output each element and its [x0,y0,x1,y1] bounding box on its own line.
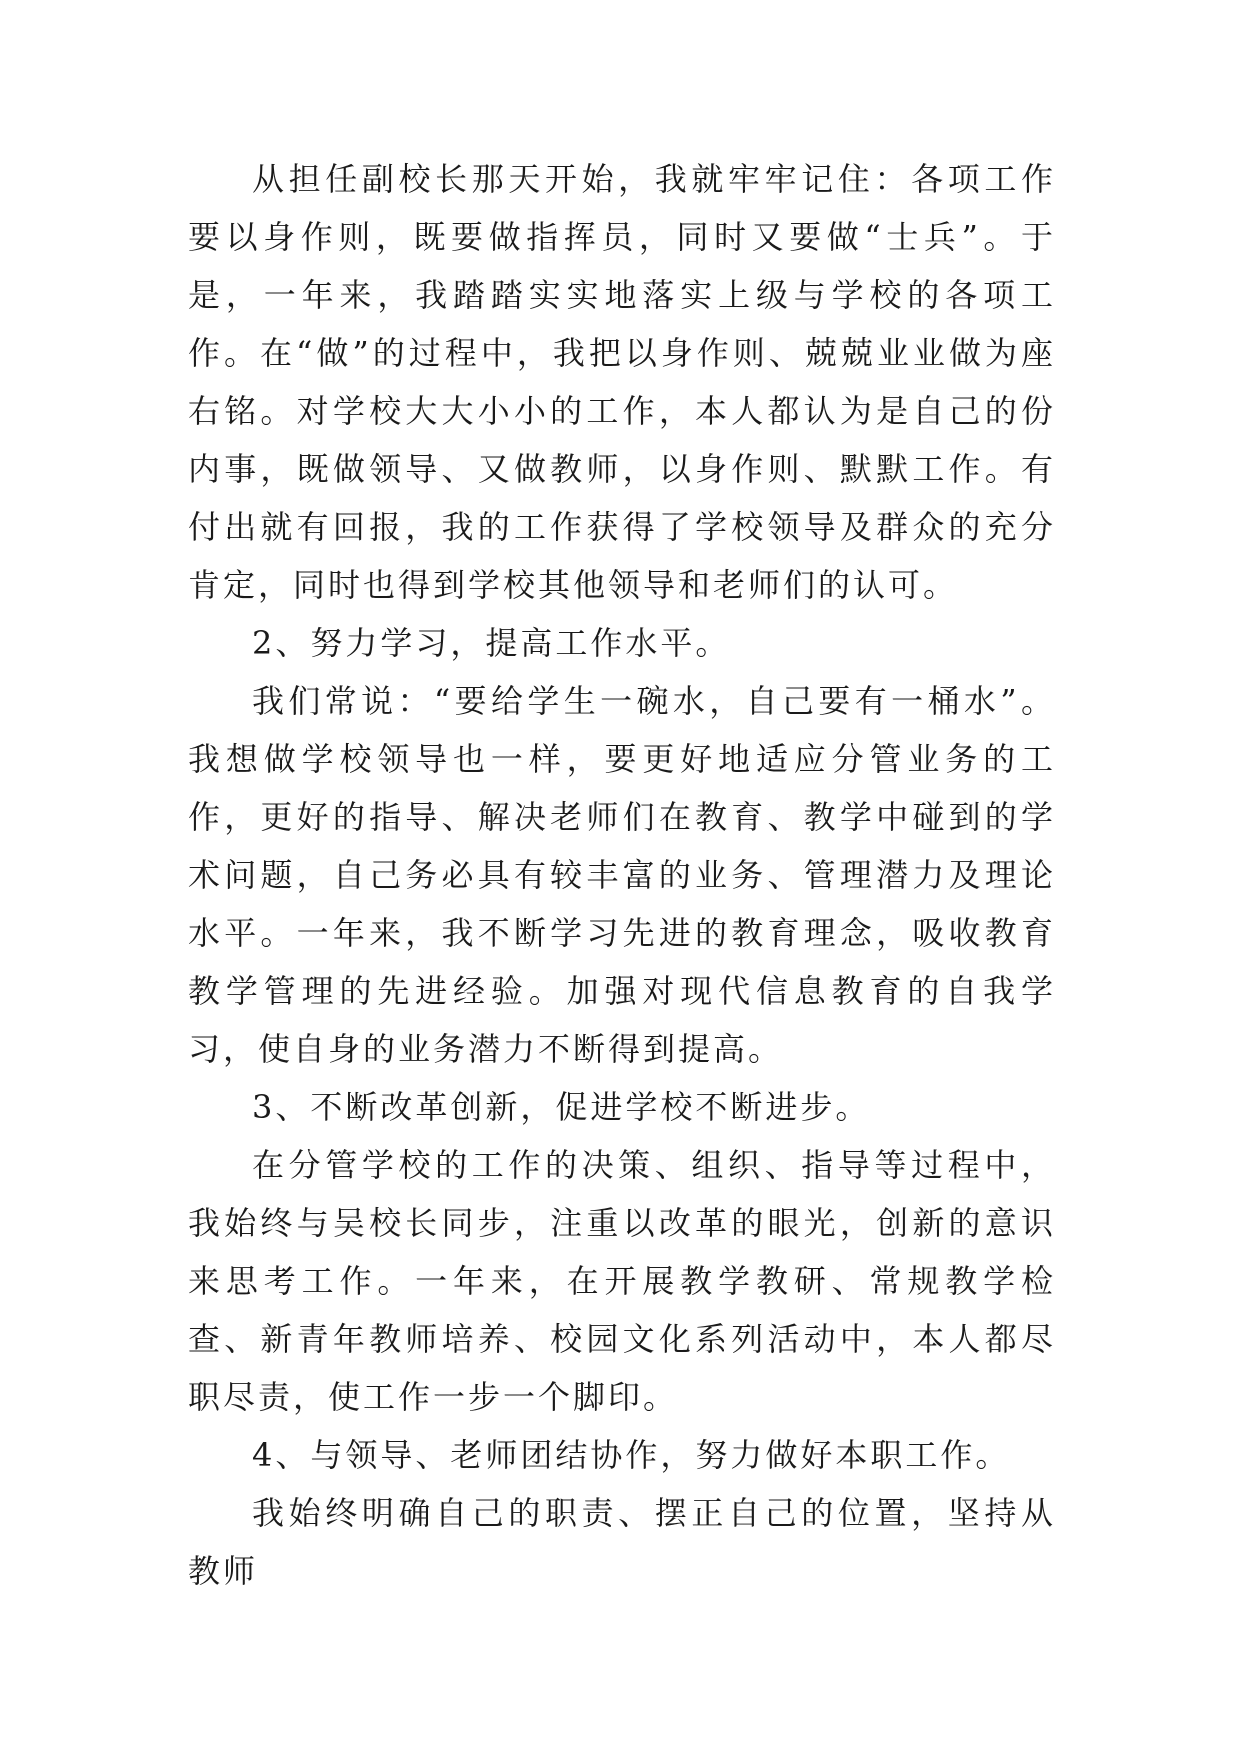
document-body [188,150,1056,1600]
paragraph-lead-by-example: 从担任副校长那天开始，我就牢牢记住：各项工作要以身作则，既要做指挥员，同时又要做“士兵”。于是，一年来，我踏踏实实地落实上级与学校的各项工作。在“做”的过程中，我把以身作则、兢兢业业做为座右铭。对学校大大小小的工作，本人都认为是自己的份内事，既做领导、又做教师，以身作则、默默工作。有付出就有回报，我的工作获得了学校领导及群众的充分肯定，同时也得到学校其他领导和老师们的认可。 [188,160,1056,604]
paragraph-study: 我们常说：“要给学生一碗水，自己要有一桶水”。我想做学校领导也一样，要更好地适应分管业务的工作，更好的指导、解决老师们在教育、教学中碰到的学术问题，自己务必具有较丰富的业务、管理潜力及理论水平。一年来，我不断学习先进的教育理念，吸收教育教学管理的先进经验。加强对现代信息教育的自我学习，使自身的业务潜力不断得到提高。 [188,682,1056,1068]
section-heading-3: 3、不断改革创新，促进学校不断进步。 [252,1088,871,1126]
section-heading-2: 2、努力学习，提高工作水平。 [252,624,731,662]
paragraph-teamwork: 我始终明确自己的职责、摆正自己的位置，坚持从教师 [188,1494,1056,1590]
paragraph-innovation: 在分管学校的工作的决策、组织、指导等过程中，我始终与吴校长同步，注重以改革的眼光，创新的意识来思考工作。一年来，在开展教学教研、常规教学检查、新青年教师培养、校园文化系列活动中，本人都尽职尽责，使工作一步一个脚印。 [188,1146,1056,1416]
section-heading-4: 4、与领导、老师团结协作，努力做好本职工作。 [252,1436,1011,1474]
